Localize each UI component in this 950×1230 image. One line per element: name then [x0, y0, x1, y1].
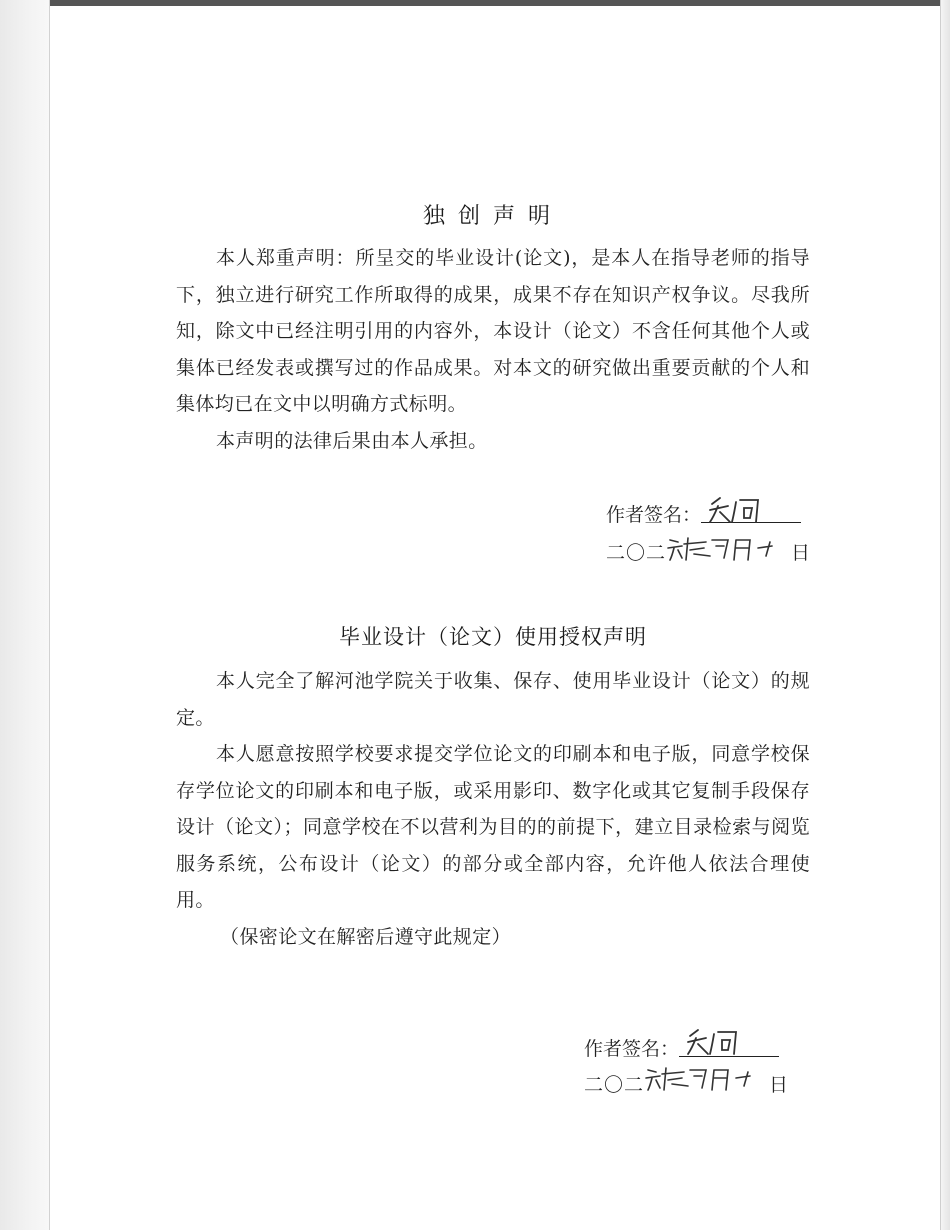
declaration-handwritten-signature	[706, 494, 786, 526]
authorization-handwritten-date	[644, 1062, 769, 1096]
declaration-date-day: 日	[791, 542, 812, 564]
authorization-paragraph-2: 本人愿意按照学校要求提交学位论文的印刷本和电子版，同意学校保存学位论文的印刷本和电子版，或采用影印、数字化或其它复制手段保存设计（论文）；同意学校在不以营利为目的的前提下，建立目录检索与阅览服务系统，公布设计（论文）的部分或全部内容，允许他人依法合理使用。	[176, 743, 810, 912]
declaration-paragraph-2: 本声明的法律后果由本人承担。	[216, 430, 488, 452]
authorization-signature-label: 作者签名：	[584, 1038, 680, 1060]
declaration-title: 独创声明	[422, 204, 563, 229]
authorization-date-day: 日	[769, 1074, 790, 1096]
declaration-date-printed: 二〇二	[606, 542, 667, 564]
authorization-paragraph-1: 本人完全了解河池学院关于收集、保存、使用毕业设计（论文）的规定。	[176, 670, 810, 729]
authorization-paragraph-3: （保密论文在解密后遵守此规定）	[220, 926, 512, 948]
declaration-handwritten-date	[666, 532, 791, 566]
authorization-date-printed: 二〇二	[584, 1074, 645, 1096]
declaration-paragraph-1: 本人郑重声明：所呈交的毕业设计(论文)，是本人在指导老师的指导下，独立进行研究工作所取得的成果，成果不存在知识产权争议。尽我所知，除文中已经注明引用的内容外，本设计（论文）不含任何其他个人或集体已经发表或撰写过的作品成果。对本文的研究做出重要贡献的个人和集体均已在文中以明确方式标明。	[176, 247, 810, 416]
declaration-signature-label: 作者签名：	[606, 504, 702, 526]
scan-right-margin	[940, 0, 950, 1230]
scan-left-margin	[0, 0, 50, 1230]
authorization-handwritten-signature	[684, 1026, 764, 1058]
document-page	[176, 0, 810, 1230]
authorization-title: 毕业设计（论文）使用授权声明	[339, 625, 647, 649]
